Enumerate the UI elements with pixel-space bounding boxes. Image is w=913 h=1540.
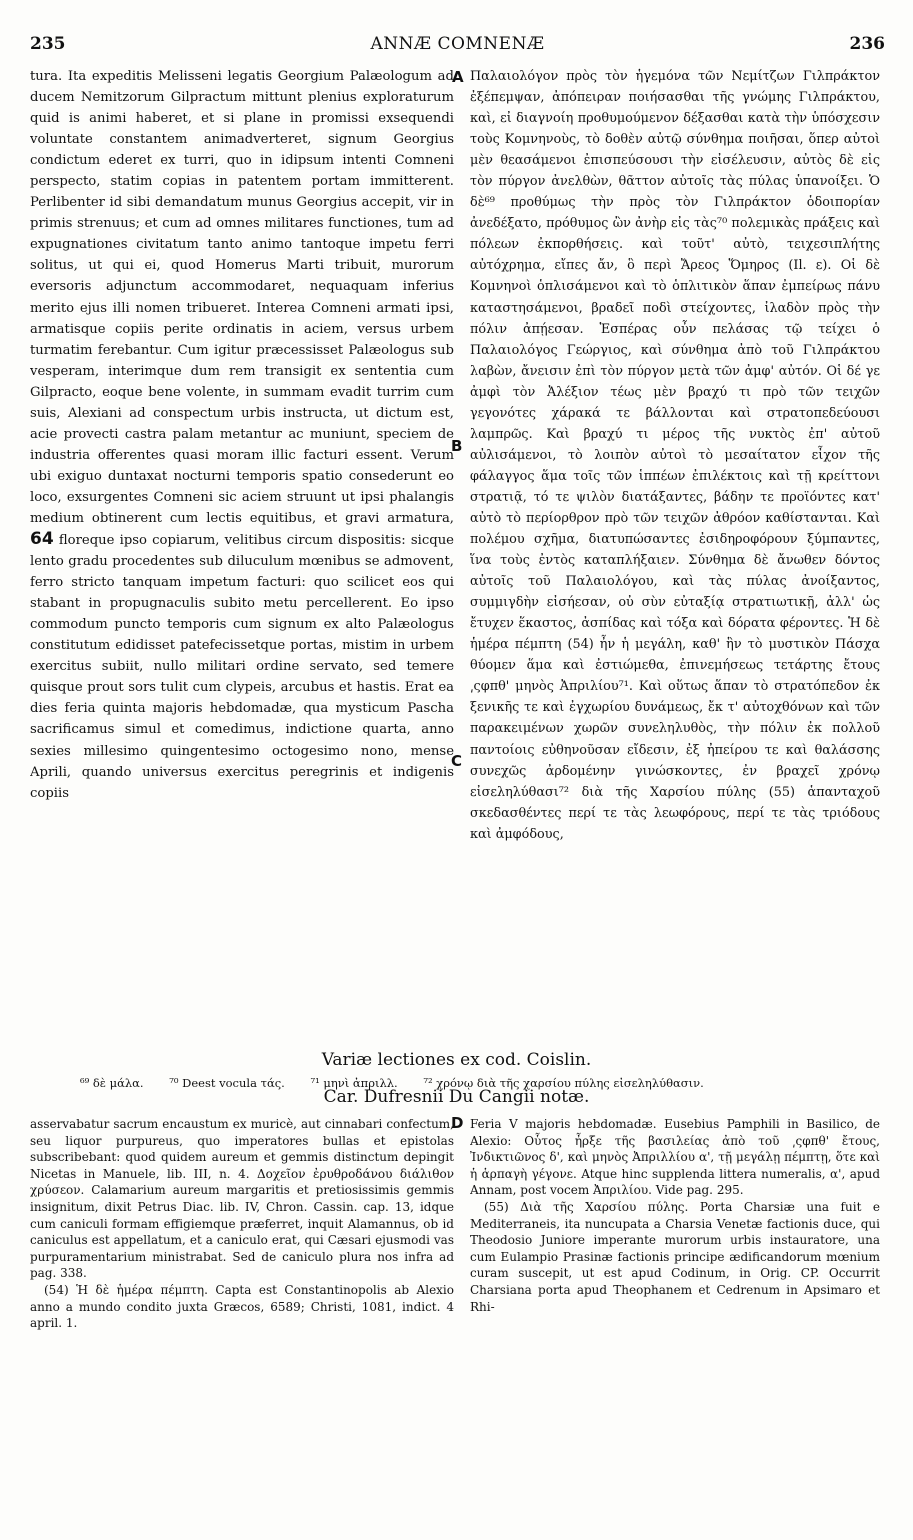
margin-marker-b: B xyxy=(451,437,463,455)
greek-text-column xyxy=(470,66,880,845)
page-number-left: 235 xyxy=(30,34,66,54)
notes-left-column xyxy=(30,1116,454,1332)
page-number-right: 236 xyxy=(849,34,885,54)
variant-reading: ⁷¹ μηνὶ ἀπριλλ. xyxy=(310,1076,398,1090)
note-paragraph: (54) Ἡ δὲ ἡμέρα πέμπτη. Capta est Constantinopolis ab Alexio anno a mundo condito juxta Græcos, 6589; Christi, 1081, indict. 4 april. 1. xyxy=(30,1282,454,1331)
notes-title: Car. Dufresnii Du Cangii notæ. xyxy=(323,1087,590,1107)
note-paragraph: asservabatur sacrum encaustum ex muricè, aut cinnabari confectum, seu liquor purpureus, quo imperatores bullas et epistolas subscribebant: quod quidem aureum et gemmis distinctum depingit Nicetas in Manuele, lib. III, n. 4. Δοχεῖον ἐρυθροδάνου διάλιθον χρύσεον. Calamarium aureum margaritis et pretiosissimis gemmis insignitum, dixit Petrus Diac. lib. IV, Chron. Cassin. cap. 13, idque cum caniculi formam effigiemque præferret, inquit Alamannus, ob id caniculus est appellatum, et a caniculo erat, qui Cæsari ejusmodi vas purpuramentarium ministrabat. Sed de caniculo plura nos infra ad pag. 338. xyxy=(30,1117,454,1281)
migne-column-number: 64 xyxy=(30,529,54,550)
greek-paragraph: Παλαιολόγον πρὸς τὸν ἡγεμόνα τῶν Νεμίτζων Γιλπράκτον ἐξέπεμψαν, ἀπόπειραν ποιήσασθαι τῆς γνώμης Γιλπράκτου, καὶ, εἰ διαγνοίη προθυμούμενον δέξασθαι κατὰ τὴν ὑπόσχεσιν τοὺς Κομνηνοὺς, τὸ δοθὲν αὐτῷ σύνθημα ποιῆσαι, ὅπερ αὐτοὶ μὲν θεασάμενοι ἐπισπεύσουσι τὴν εἰσέλευσιν, αὐτὸς δὲ εἰς τὸν πύργον ἀνελθὼν, θᾶττον αὐτοῖς τὰς πύλας ὑπανοίξει. Ὁ δὲ⁶⁹ προθύμως τὴν πρὸς τὸν Γιλπράκτον ὁδοιπορίαν ἀνεδέξατο, πρόθυμος ὢν ἀνὴρ εἰς τὰς⁷⁰ πολεμικὰς πράξεις καὶ πόλεων ἐκπορθήσεις. καὶ τοῦτ' αὐτὸ, τειχεσιπλήτης αὐτόχρημα, εἴπες ἄν, ὃ περὶ Ἄρεος Ὅμηρος (Il. ε). Οἱ δὲ Κομνηνοὶ ὁπλισάμενοι καὶ τὸ ὁπλιτικὸν ἅπαν ἐμπείρως πάνυ καταστησάμενοι, βραδεῖ ποδὶ στείχοντες, ἰλαδὸν πρὸς τὴν πόλιν ἀπῄεσαν. Ἑσπέρας οὖν πελάσας τῷ τείχει ὁ Παλαιολόγος Γεώργιος, καὶ σύνθημα ἀπὸ τοῦ Γιλπράκτου λαβὼν, ἄνεισιν ἐπὶ τὸν πύργον μετὰ τῶν ἀμφ' αὐτόν. Οἱ δέ γε ἀμφὶ τὸν Ἀλέξιον τέως μὲν βραχύ τι πρὸ τῶν τειχῶν γεγονότες χάρακά τε βάλλονται καὶ στρατοπεδεύουσι λαμπρῶς. Καὶ βραχύ τι μέρος τῆς νυκτὸς ἐπ' αὐτοῦ αὐλισάμενοι, τὸ λοιπὸν αὐτοὶ τὸ μεσαίτατον εἶχον τῆς φάλαγγος ἅμα τοῖς τῶν ἱππέων ἐπιλέκτοις καὶ τῇ κρείττονι στρατιᾷ, τό τε ψιλὸν διατάξαντες, βάδην τε προϊόντες κατ' αὐτὸ τὸ περίορθρον πρὸ τῶν τειχῶν ἀθρόον καθίστανται. Καὶ πολέμου σχῆμα, διατυπώσαντες ἐσιδηροφόρουν ξύμπαντες, ἵνα τοὺς ἐντὸς καταπλήξαιεν. Σύνθημα δὲ ἄνωθεν δόντος αὐτοῖς τοῦ Παλαιολόγου, καὶ τὰς πύλας ἀνοίξαντος, συμμιγδὴν εἰσήεσαν, οὐ σὺν εὐταξίᾳ στρατιωτικῇ, ἀλλ' ὡς ἔτυχεν ἕκαστος, ἀσπίδας καὶ τόξα καὶ δόρατα φέροντες. Ἡ δὲ ἡμέρα πέμπτη (54) ἦν ἡ μεγάλη, καθ' ἣν τὸ μυστικὸν Πάσχα θύομεν ἅμα καὶ ἐστιώμεθα, ἐπινεμήσεως τετάρτης ἔτους ͵ςφπθ' μηνὸς Ἀπριλίου⁷¹. Καὶ οὕτως ἅπαν τὸ στρατόπεδον ἐκ ξενικῆς τε καὶ ἐγχωρίου δυνάμεως, ἔκ τ' αὐτοχθόνων καὶ τῶν παρακειμένων χωρῶν συνεληλυθὸς, τὴν πόλιν ἐκ πολλοῦ παντοίοις εὐθηνοῦσαν εἴδεσιν, ἐξ ἠπείρου τε καὶ θαλάσσης συνεχῶς ἀρδομένην γινώσκοντες, ἐν βραχεῖ χρόνῳ εἰσεληλύθασι⁷² διὰ τῆς Χαρσίου πύλης (55) ἁπανταχοῦ σκεδασθέντες περί τε τὰς λεωφόρους, περί τε τὰς τριόδους καὶ ἀμφόδους, xyxy=(470,69,880,842)
note-paragraph: Feria V majoris hebdomadæ. Eusebius Pamphili in Basilico, de Alexio: Οὗτος ἦρξε τῆς βασιλείας ἀπὸ τοῦ ͵ςφπθ' ἔτους, Ἰνδικτιῶνος δ', καὶ μηνὸς Ἀπριλλίου α', τῇ μεγάλῃ πέμπτῃ, ὅτε καὶ ἡ ἁρπαγὴ γέγονε. Atque hinc supplenda littera numeralis, α', apud Annam, post vocem Ἀπριλίου. Vide pag. 295. xyxy=(470,1117,880,1198)
variae-lectiones-title: Variæ lectiones ex cod. Coislin. xyxy=(321,1050,592,1070)
margin-marker-a: A xyxy=(452,68,464,86)
note-paragraph: (55) Διὰ τῆς Χαρσίου πύλης. Porta Charsiæ una fuit e Mediterraneis, ita nuncupata a Charsia Venetæ factionis duce, qui Theodosio Juniore imperante murorum urbis instauratore, una cum Eulampio Prasinæ factionis principe ædificandorum mœnium curam suscepit, ut est apud Codinum, in Orig. CP. Occurrit Charsiana porta apud Theophanem et Cedrenum in Apsimaro et Rhi- xyxy=(470,1199,880,1314)
variant-reading: ⁷² χρόνῳ διὰ τῆς χαρσίου πύλης εἰσεληλύθασιν. xyxy=(423,1076,704,1090)
latin-text-part-1: tura. Ita expeditis Melisseni legatis Georgium Palæologum ad ducem Nemitzorum Gilpractum mittunt plenius exploraturum quid is animi haberet, et si plane in promissi exsequendi voluntate constantem animadverteret, signum Georgius condictum ederet ex turri, quo in idipsum intenti Comneni perspecto, statim copias in patentem portam immitterent. Perlibenter id sibi demandatum munus Georgius accepit, vir in primis strenuus; et cum ad omnes militares functiones, tum ad expugnationes civitatum tanto animo tantoque impetu ferri solitus, ut qui ei, quod Homerus Marti tribuit, murorum eversoris adjunctum accommodaret, nequaquam inferius merito ejus illi nomen tribueret. Interea Comneni armati ipsi, armatisque copiis perite ordinatis in aciem, versus urbem turmatim ferebantur. Cum igitur præcessisset Palæologus sub vesperam, interimque dum rem transigit ex sententia cum Gilpracto, eoque bene volente, in summam evadit turrim cum suis, Alexiani ad conspectum urbis instructa, ut dictum est, acie provecti castra palam metantur ac muniunt, speciem de industria offerentes quasi moram illic facturi essent. Verum ubi exiguo duntaxat nocturni temporis spatio consederunt eo loco, exsurgentes Comneni sic aciem struunt ut ipsi phalangis medium obtinerent cum lectis equitibus, et gravi armatura, xyxy=(30,69,454,526)
latin-text-column xyxy=(30,66,454,804)
margin-marker-c: C xyxy=(451,752,463,770)
latin-paragraph xyxy=(30,66,454,804)
page-header xyxy=(30,34,885,56)
latin-text-part-2: floreque ipso copiarum, velitibus circum dispositis: sicque lento gradu procedentes sub diluculum mœnibus se admovent, ferro stricto tanquam impetum facturi: quo scilicet eos qui stabant in propugnaculis subito metu percellerent. Eo ipso commodum puncto temporis cum signum ex alto Palæologus constitutum edidisset patefecissetque portas, mistim in urbem exercitus subiit, nullo militari ordine servato, sed temere quisque prout sors tulit cum clypeis, arcubus et hastis. Erat ea dies feria quinta majoris hebdomadæ, qua mysticum Pascha sacrificamus simul et comedimus, indictione quarta, anno sexies millesimo quingentesimo octogesimo nono, mense Aprili, quando universus exercitus peregrinis et indigenis copiis xyxy=(30,533,454,801)
margin-marker-d: D xyxy=(451,1114,464,1132)
notes-right-column xyxy=(470,1116,880,1315)
variant-reading: ⁶⁹ δὲ μάλα. xyxy=(80,1076,144,1090)
variant-reading: ⁷⁰ Deest vocula τάς. xyxy=(169,1076,285,1090)
running-title: ANNÆ COMNENÆ xyxy=(370,34,545,54)
